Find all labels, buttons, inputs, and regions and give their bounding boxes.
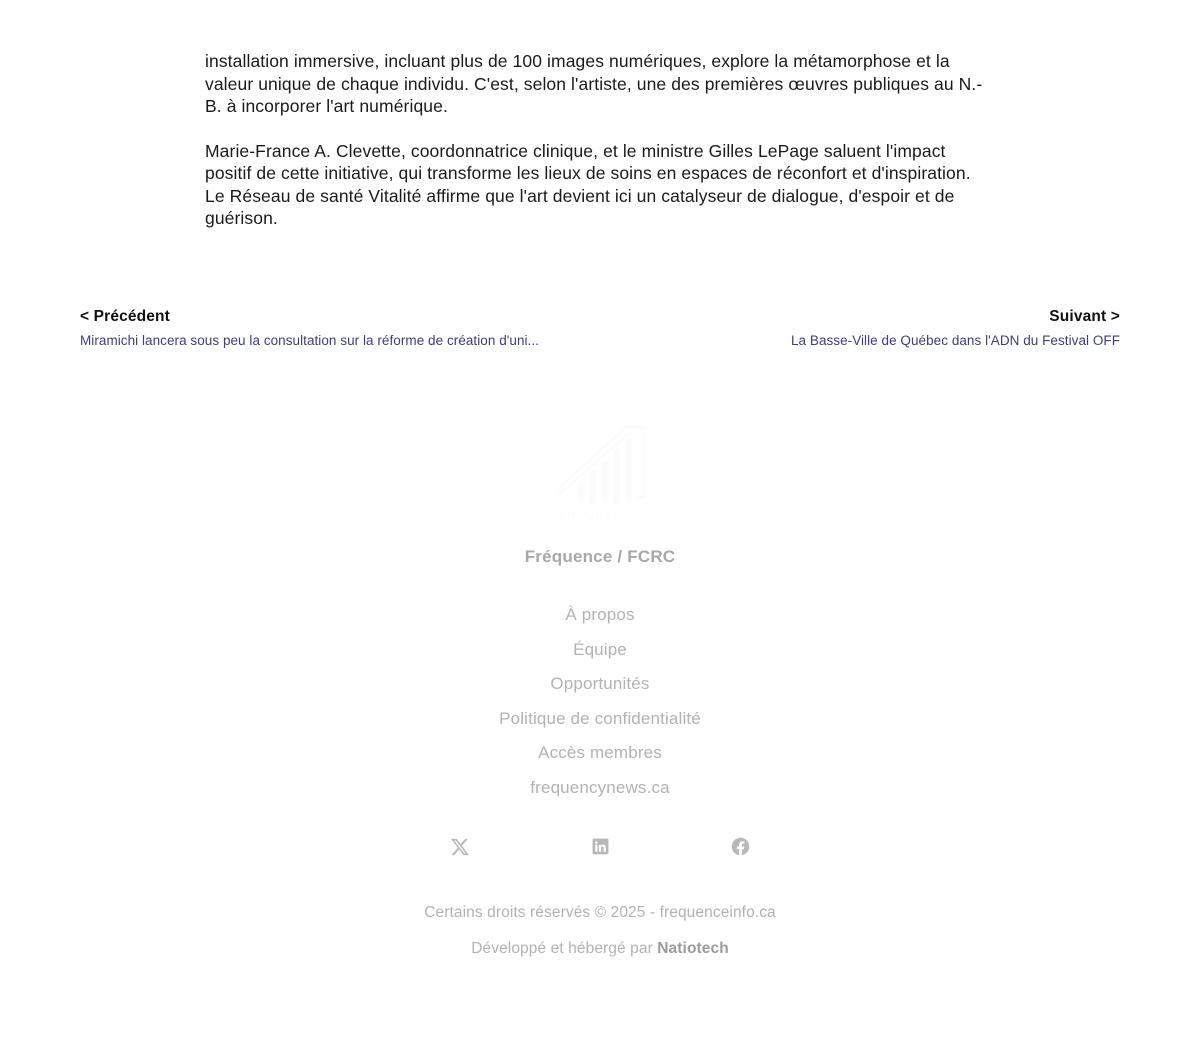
- footer-link-politique-confidentialite[interactable]: Politique de confidentialité: [499, 708, 701, 728]
- footer-copyright: Certains droits réservés © 2025 - frequenceinfo.ca: [424, 903, 776, 921]
- article-paragraph-1: installation immersive, incluant plus de 100 images numériques, explore la métamorphose et la valeur unique de chaque individu. C'est, selon l'artiste, une des premières œuvres publiques au N.-B. à incorporer l'art numérique.: [205, 51, 983, 117]
- x-twitter-icon[interactable]: [449, 836, 471, 858]
- footer-link-frequencynews[interactable]: frequencynews.ca: [530, 777, 670, 797]
- footer-menu-item: [0, 778, 1200, 798]
- next-post-nav[interactable]: [791, 308, 1120, 348]
- footer-link-acces-membres[interactable]: Accès membres: [538, 743, 662, 762]
- facebook-icon[interactable]: [729, 836, 751, 858]
- article-paragraph-2: Marie-France A. Clevette, coordonnatrice clinique, et le ministre Gilles LePage saluent l'impact positif de cette initiative, qui transforme les lieux de soins en espaces de réconfort et d'inspiration. Le Réseau de santé Vitalité affirme que l'art devient ici un catalyseur de dialogue, d'espoir et de guérison.: [205, 140, 971, 229]
- footer-menu-item: [0, 709, 1200, 729]
- footer-link-opportunites[interactable]: Opportunités: [550, 674, 650, 693]
- previous-post-label[interactable]: < Précédent: [80, 308, 170, 325]
- next-post-label[interactable]: Suivant >: [1049, 308, 1120, 325]
- footer-credit: [0, 940, 1200, 958]
- footer-link-a-propos[interactable]: À propos: [565, 605, 635, 624]
- article-body: [205, 50, 995, 230]
- footer-menu-item: [0, 640, 1200, 660]
- footer-menu-item: [0, 743, 1200, 763]
- post-navigation: [80, 308, 1120, 348]
- footer-credit-prefix: Développé et hébergé par: [471, 939, 658, 957]
- linkedin-icon[interactable]: [589, 836, 611, 858]
- previous-post-title[interactable]: Miramichi lancera sous peu la consultation sur la réforme de création d'uni...: [80, 333, 539, 348]
- footer-social-links: [0, 836, 1200, 858]
- footer-link-equipe[interactable]: Équipe: [573, 639, 627, 659]
- footer-brand: Fréquence / FCRC: [524, 547, 676, 566]
- next-post-title[interactable]: La Basse-Ville de Québec dans l'ADN du Festival OFF: [790, 333, 1120, 348]
- footer-menu-item: [0, 605, 1200, 625]
- previous-post-nav[interactable]: [80, 308, 539, 348]
- footer-menu-item: [0, 674, 1200, 694]
- footer-menu: [0, 605, 1200, 798]
- frequence-logo-icon: [540, 415, 660, 525]
- svg-text:FRÉQUENCE: FRÉQUENCE: [558, 509, 642, 521]
- site-footer: [0, 415, 1200, 958]
- footer-credit-link[interactable]: Natiotech: [657, 939, 729, 957]
